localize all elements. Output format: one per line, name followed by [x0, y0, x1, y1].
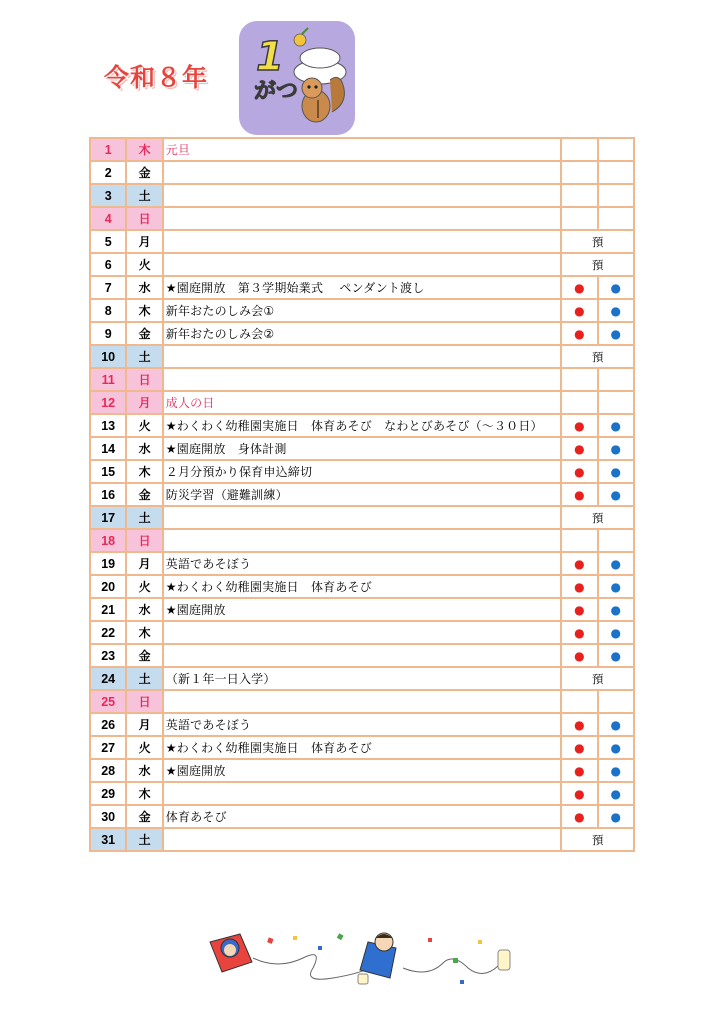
day-number: 17: [90, 506, 126, 529]
childcare-note: 預: [561, 253, 634, 276]
calendar-row: [90, 828, 634, 851]
calendar-row: [90, 713, 634, 736]
page-title: 令和８年: [104, 63, 209, 92]
calendar-row: [90, 184, 634, 207]
red-dot-icon: ●: [574, 487, 585, 502]
calendar-row: [90, 805, 634, 828]
calendar-row: [90, 322, 634, 345]
weekday: 月: [126, 552, 162, 575]
childcare-note: 預: [561, 345, 634, 368]
day-number: 5: [90, 230, 126, 253]
red-dot-icon: ●: [574, 602, 585, 617]
calendar-row: [90, 529, 634, 552]
weekday: 火: [126, 414, 162, 437]
weekday: 土: [126, 345, 162, 368]
calendar-row: [90, 483, 634, 506]
blue-dot-icon: ●: [610, 280, 622, 295]
weekday: 日: [126, 690, 162, 713]
weekday: 月: [126, 391, 162, 414]
weekday: 水: [126, 437, 162, 460]
event-text: [163, 828, 561, 851]
red-dot-cell: [561, 368, 597, 391]
red-dot-cell: [561, 782, 597, 805]
calendar-row: [90, 437, 634, 460]
red-dot-cell: [561, 460, 597, 483]
weekday: 火: [126, 575, 162, 598]
weekday: 土: [126, 506, 162, 529]
blue-dot-cell: [598, 644, 634, 667]
event-text: 防災学習（避難訓練）: [163, 483, 561, 506]
event-text: 元旦: [163, 138, 561, 161]
event-text: [163, 621, 561, 644]
red-dot-icon: ●: [574, 418, 585, 433]
day-number: 11: [90, 368, 126, 391]
red-dot-cell: [561, 529, 597, 552]
calendar-row: [90, 460, 634, 483]
red-dot-cell: [561, 805, 597, 828]
day-number: 25: [90, 690, 126, 713]
weekday: 金: [126, 161, 162, 184]
calendar-row: [90, 299, 634, 322]
red-dot-cell: [561, 736, 597, 759]
day-number: 26: [90, 713, 126, 736]
blue-dot-icon: ●: [610, 303, 622, 318]
day-number: 19: [90, 552, 126, 575]
blue-dot-icon: ●: [610, 579, 622, 594]
red-dot-icon: ●: [574, 303, 585, 318]
blue-dot-icon: ●: [610, 441, 622, 456]
event-text: 新年おたのしみ会①: [163, 299, 561, 322]
red-dot-cell: [561, 138, 597, 161]
blue-dot-cell: [598, 529, 634, 552]
red-dot-cell: [561, 575, 597, 598]
weekday: 水: [126, 276, 162, 299]
red-dot-cell: [561, 437, 597, 460]
blue-dot-icon: ●: [610, 602, 622, 617]
event-text: ★園庭開放 身体計測: [163, 437, 561, 460]
calendar-row: [90, 391, 634, 414]
blue-dot-cell: [598, 690, 634, 713]
event-text: [163, 253, 561, 276]
day-number: 6: [90, 253, 126, 276]
childcare-note: 預: [561, 230, 634, 253]
calendar-row: [90, 667, 634, 690]
blue-dot-icon: ●: [610, 418, 622, 433]
weekday: 日: [126, 368, 162, 391]
event-text: [163, 161, 561, 184]
red-dot-cell: [561, 644, 597, 667]
red-dot-cell: [561, 759, 597, 782]
day-number: 15: [90, 460, 126, 483]
weekday: 土: [126, 828, 162, 851]
day-number: 12: [90, 391, 126, 414]
weekday: 水: [126, 598, 162, 621]
blue-dot-cell: [598, 575, 634, 598]
blue-dot-cell: [598, 759, 634, 782]
blue-dot-cell: [598, 322, 634, 345]
event-text: ★わくわく幼稚園実施日 体育あそび: [163, 736, 561, 759]
weekday: 金: [126, 644, 162, 667]
day-number: 16: [90, 483, 126, 506]
calendar-row: [90, 736, 634, 759]
blue-dot-cell: [598, 414, 634, 437]
day-number: 8: [90, 299, 126, 322]
day-number: 18: [90, 529, 126, 552]
day-number: 1: [90, 138, 126, 161]
red-dot-cell: [561, 713, 597, 736]
weekday: 火: [126, 736, 162, 759]
red-dot-icon: ●: [574, 717, 585, 732]
blue-dot-cell: [598, 805, 634, 828]
weekday: 木: [126, 782, 162, 805]
blue-dot-icon: ●: [610, 809, 622, 824]
calendar-row: [90, 575, 634, 598]
weekday: 月: [126, 713, 162, 736]
weekday: 金: [126, 805, 162, 828]
blue-dot-cell: [598, 437, 634, 460]
blue-dot-icon: ●: [610, 717, 622, 732]
event-text: 英語であそぼう: [163, 713, 561, 736]
red-dot-icon: ●: [574, 648, 585, 663]
red-dot-icon: ●: [574, 280, 585, 295]
red-dot-cell: [561, 184, 597, 207]
day-number: 22: [90, 621, 126, 644]
blue-dot-cell: [598, 161, 634, 184]
calendar-row: [90, 138, 634, 161]
day-number: 2: [90, 161, 126, 184]
weekday: 日: [126, 529, 162, 552]
red-dot-cell: [561, 690, 597, 713]
weekday: 日: [126, 207, 162, 230]
blue-dot-cell: [598, 368, 634, 391]
day-number: 20: [90, 575, 126, 598]
red-dot-icon: ●: [574, 579, 585, 594]
weekday: 水: [126, 759, 162, 782]
weekday: 土: [126, 667, 162, 690]
event-text: [163, 644, 561, 667]
event-text: [163, 529, 561, 552]
day-number: 3: [90, 184, 126, 207]
calendar-row: [90, 345, 634, 368]
red-dot-cell: [561, 299, 597, 322]
calendar-row: [90, 506, 634, 529]
new-year-kite-illustration: [198, 928, 528, 990]
blue-dot-cell: [598, 782, 634, 805]
day-number: 7: [90, 276, 126, 299]
blue-dot-icon: ●: [610, 763, 622, 778]
calendar-row: [90, 230, 634, 253]
day-number: 23: [90, 644, 126, 667]
red-dot-icon: ●: [574, 763, 585, 778]
calendar-row: [90, 276, 634, 299]
blue-dot-cell: [598, 598, 634, 621]
red-dot-cell: [561, 391, 597, 414]
weekday: 火: [126, 253, 162, 276]
event-text: ★園庭開放: [163, 598, 561, 621]
calendar-table: [89, 137, 635, 852]
blue-dot-icon: ●: [610, 556, 622, 571]
blue-dot-icon: ●: [610, 786, 622, 801]
blue-dot-cell: [598, 736, 634, 759]
day-number: 30: [90, 805, 126, 828]
calendar-row: [90, 759, 634, 782]
day-number: 14: [90, 437, 126, 460]
lantern-left-icon: [358, 974, 368, 984]
blue-dot-cell: [598, 713, 634, 736]
calendar-row: [90, 161, 634, 184]
red-dot-cell: [561, 161, 597, 184]
kite-left-icon: [210, 934, 252, 972]
blue-dot-cell: [598, 460, 634, 483]
event-text: [163, 207, 561, 230]
red-dot-cell: [561, 621, 597, 644]
childcare-note: 預: [561, 506, 634, 529]
event-text: ２月分預かり保育申込締切: [163, 460, 561, 483]
red-dot-icon: ●: [574, 809, 585, 824]
red-dot-cell: [561, 598, 597, 621]
event-text: 成人の日: [163, 391, 561, 414]
red-dot-icon: ●: [574, 625, 585, 640]
day-number: 29: [90, 782, 126, 805]
event-text: ★園庭開放 第３学期始業式 ペンダント渡し: [163, 276, 561, 299]
blue-dot-icon: ●: [610, 625, 622, 640]
day-number: 27: [90, 736, 126, 759]
blue-dot-icon: ●: [610, 487, 622, 502]
red-dot-cell: [561, 207, 597, 230]
blue-dot-cell: [598, 184, 634, 207]
blue-dot-cell: [598, 552, 634, 575]
day-number: 31: [90, 828, 126, 851]
red-dot-icon: ●: [574, 464, 585, 479]
childcare-note: 預: [561, 828, 634, 851]
event-text: [163, 782, 561, 805]
calendar-row: [90, 552, 634, 575]
calendar-row: [90, 644, 634, 667]
weekday: 木: [126, 460, 162, 483]
event-text: ★わくわく幼稚園実施日 体育あそび なわとびあそび（～３０日）: [163, 414, 561, 437]
weekday: 木: [126, 138, 162, 161]
day-number: 13: [90, 414, 126, 437]
lantern-right-icon: [498, 950, 510, 970]
calendar-row: [90, 414, 634, 437]
calendar-row: [90, 598, 634, 621]
red-dot-cell: [561, 276, 597, 299]
day-number: 9: [90, 322, 126, 345]
event-text: [163, 690, 561, 713]
red-dot-icon: ●: [574, 786, 585, 801]
event-text: ★わくわく幼稚園実施日 体育あそび: [163, 575, 561, 598]
kite-center-icon: [360, 933, 396, 978]
calendar-row: [90, 207, 634, 230]
event-text: （新１年一日入学）: [163, 667, 561, 690]
event-text: 新年おたのしみ会②: [163, 322, 561, 345]
event-text: [163, 368, 561, 391]
weekday: 金: [126, 322, 162, 345]
blue-dot-cell: [598, 299, 634, 322]
calendar-row: [90, 253, 634, 276]
month-badge: [238, 20, 356, 136]
red-dot-icon: ●: [574, 441, 585, 456]
day-number: 21: [90, 598, 126, 621]
event-text: [163, 345, 561, 368]
month-label-text: がつ: [254, 79, 299, 104]
red-dot-cell: [561, 483, 597, 506]
weekday: 木: [126, 621, 162, 644]
blue-dot-cell: [598, 391, 634, 414]
red-dot-cell: [561, 322, 597, 345]
blue-dot-cell: [598, 207, 634, 230]
blue-dot-icon: ●: [610, 740, 622, 755]
blue-dot-icon: ●: [610, 326, 622, 341]
blue-dot-icon: ●: [610, 464, 622, 479]
day-number: 24: [90, 667, 126, 690]
calendar-row: [90, 621, 634, 644]
event-text: ★園庭開放: [163, 759, 561, 782]
day-number: 10: [90, 345, 126, 368]
red-dot-icon: ●: [574, 556, 585, 571]
event-text: [163, 230, 561, 253]
event-text: 体育あそび: [163, 805, 561, 828]
weekday: 金: [126, 483, 162, 506]
event-text: [163, 184, 561, 207]
month-number: 1: [256, 34, 284, 80]
blue-dot-cell: [598, 621, 634, 644]
event-text: [163, 506, 561, 529]
event-text: 英語であそぼう: [163, 552, 561, 575]
blue-dot-cell: [598, 138, 634, 161]
blue-dot-cell: [598, 276, 634, 299]
red-dot-cell: [561, 414, 597, 437]
blue-dot-cell: [598, 483, 634, 506]
calendar-row: [90, 368, 634, 391]
blue-dot-icon: ●: [610, 648, 622, 663]
childcare-note: 預: [561, 667, 634, 690]
calendar-row: [90, 690, 634, 713]
day-number: 28: [90, 759, 126, 782]
calendar-row: [90, 782, 634, 805]
weekday: 月: [126, 230, 162, 253]
weekday: 木: [126, 299, 162, 322]
red-dot-icon: ●: [574, 740, 585, 755]
day-number: 4: [90, 207, 126, 230]
red-dot-cell: [561, 552, 597, 575]
red-dot-icon: ●: [574, 326, 585, 341]
weekday: 土: [126, 184, 162, 207]
